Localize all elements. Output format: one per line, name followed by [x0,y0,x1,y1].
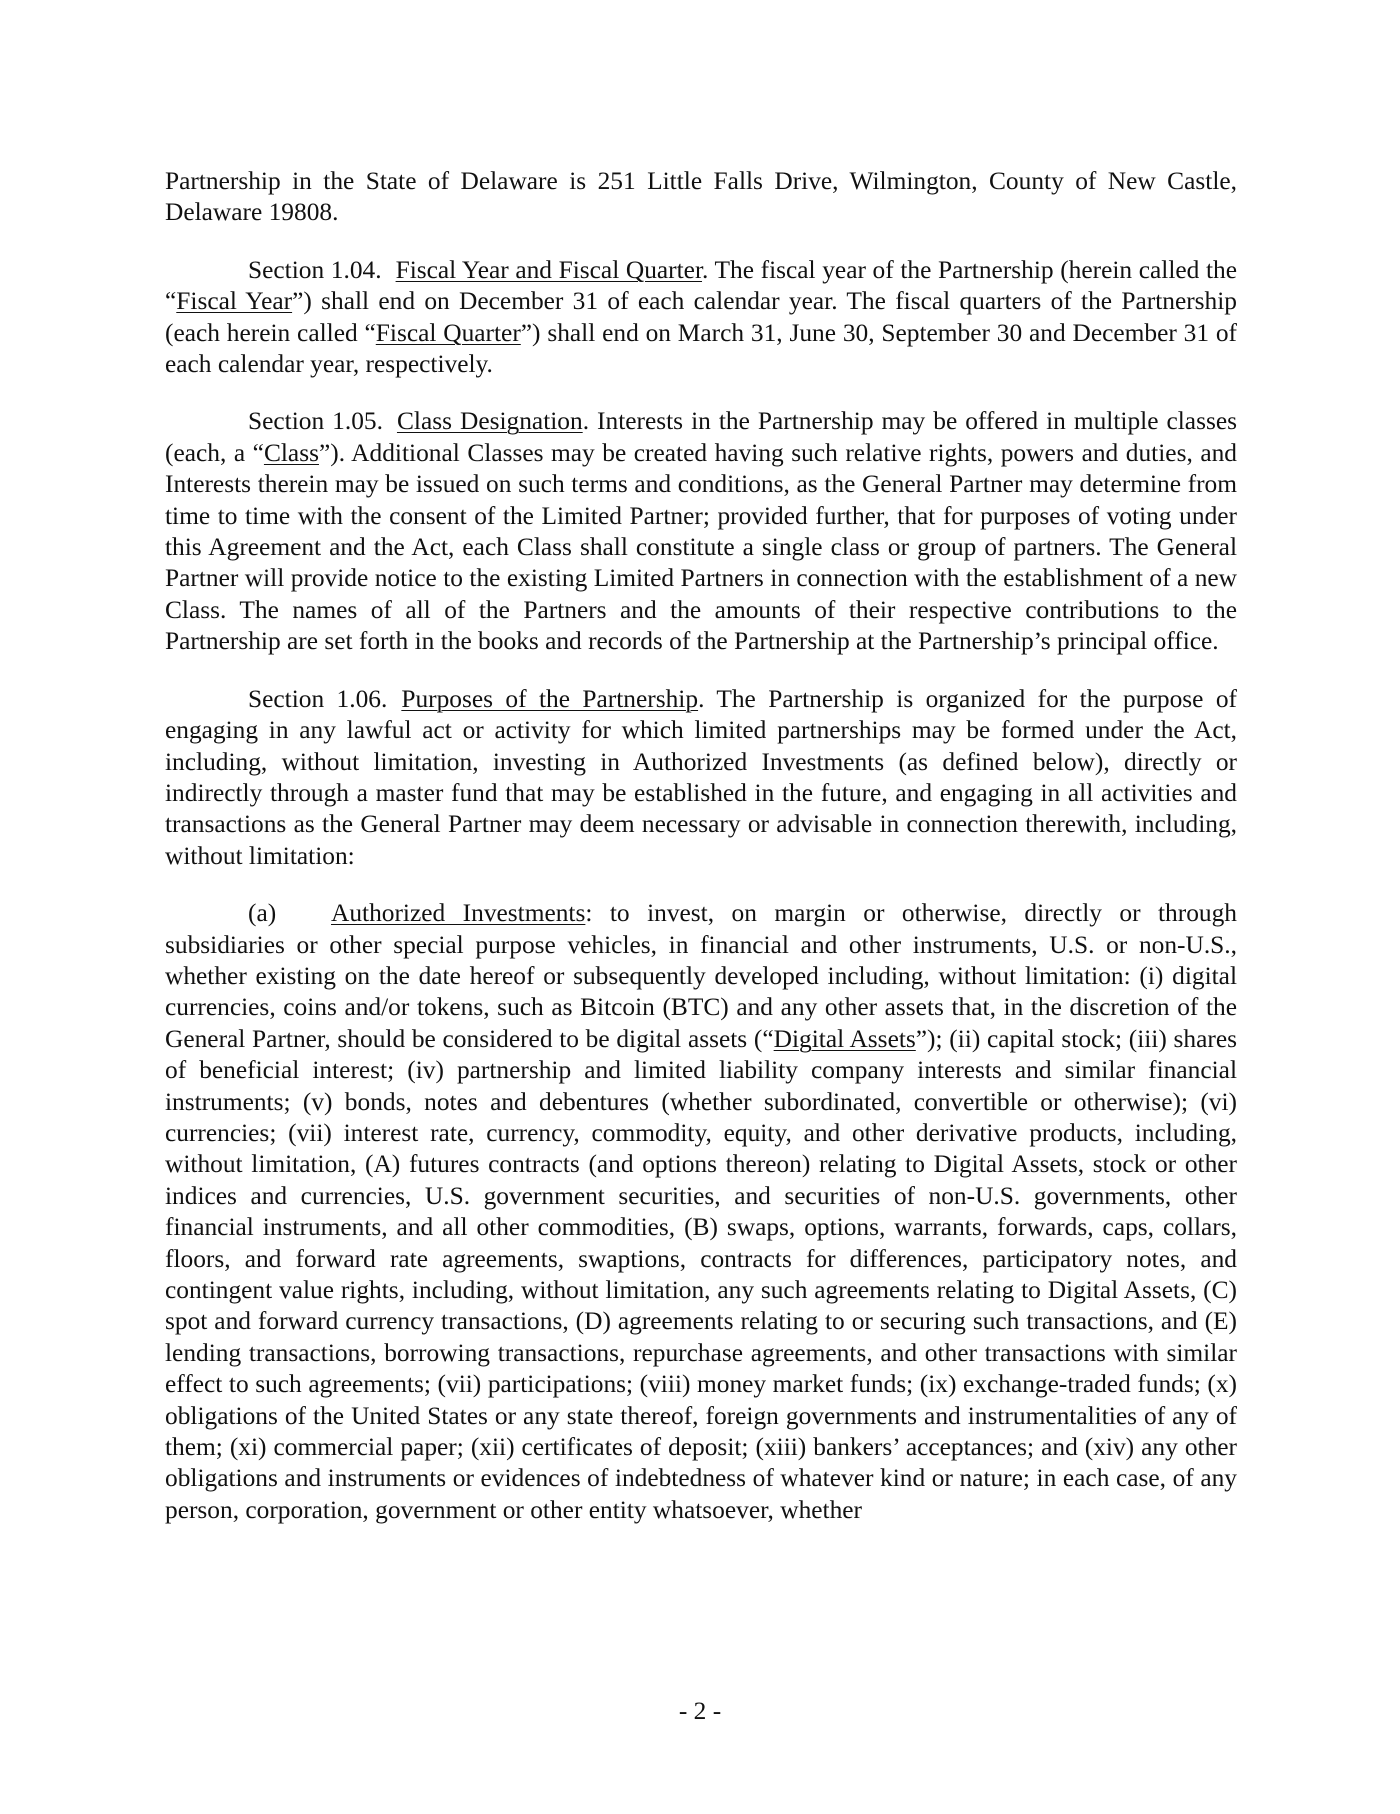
section-text: . Interests in the Partnership may be offered in multiple classes (each, a “ [165,407,1237,467]
section-number: Section 1.04. [248,255,382,284]
section-1-06 [165,684,1237,872]
section-number: Section 1.06. [248,684,388,713]
subsection-a [165,898,1237,1526]
section-number: Section 1.05. [248,407,383,436]
section-text: ”) shall end on December 31 of each calendar year. The fiscal quarters of the Partnership (each herein called “ [165,287,1238,347]
section-heading: Fiscal Year and Fiscal Quarter [395,255,703,284]
section-text: ”) shall end on March 31, June 30, September 30 and December 31 of each calendar year, respectively. [165,318,1237,379]
defined-term: Class [263,438,319,467]
defined-term: Fiscal Quarter [375,318,521,347]
paragraph-continuation: Partnership in the State of Delaware is 251 Little Falls Drive, Wilmington, County of New Castle, Delaware 19808. [165,167,1237,227]
section-heading: Class Designation [396,407,583,436]
subsection-text: ”); (ii) capital stock; (iii) shares of beneficial interest; (iv) partnership and limited liability company interests and similar financial instruments; (v) bonds, notes and debentures (whether subordinated, convertible or otherwise); (vi) currencies; (vii) interest rate, currency, commodity, equity, and other derivative products, including, without limitation, (A) futures contracts (and options thereon) relating to Digital Assets, stock or other indices and currencies, U.S. government securities, and securities of non-U.S. governments, other financial instruments, and all other commodities, (B) swaps, options, warrants, forwards, caps, collars, floors, and forward rate agreements, swaptions, contracts for differences, participatory notes, and contingent value rights, including, without limitation, any such agreements relating to Digital Assets, (C) spot and forward currency transactions, (D) agreements relating to or securing such transactions, and (E) lending transactions, borrowing transactions, repurchase agreements, and other transactions with similar effect to such agreements; (vii) participations; (viii) money market funds; (ix) exchange-traded funds; (x) obligations of the United States or any state thereof, foreign governments and instrumentalities of any of them; (xi) commercial paper; (xii) certificates of deposit; (xiii) bankers’ acceptances; and (xiv) any other obligations and instruments or evidences of indebtedness of whatever kind or nature; in each case, of any person, corporation, government or other entity whatsoever, whether [165,1024,1237,1524]
section-heading: Purposes of the Partnership [401,684,699,713]
section-1-05 [165,406,1237,657]
document-body [165,166,1237,1552]
section-text: ”). Additional Classes may be created having such relative rights, powers and duties, and Interests therein may be issued on such terms and conditions, as the General Partner may determine from time to time with the consent of the Limited Partner; provided further, that for purposes of voting under this Agreement and the Act, each Class shall constitute a single class or group of partners. The General Partner will provide notice to the existing Limited Partners in connection with the establishment of a new Class. The names of all of the Partners and the amounts of their respective contributions to the Partnership are set forth in the books and records of the Partnership at the Partnership’s principal office. [165,438,1237,656]
section-text: . The Partnership is organized for the purpose of engaging in any lawful act or activity for which limited partnerships may be formed under the Act, including, without limitation, investing in Authorized Investments (as defined below), directly or indirectly through a master fund that may be established in the future, and engaging in all activities and transactions as the General Partner may deem necessary or advisable in connection therewith, including, without limitation: [165,684,1237,870]
subsection-heading: Authorized Investments [331,899,586,928]
defined-term: Digital Assets [773,1024,916,1053]
subsection-label: (a) [248,899,277,928]
section-1-04 [165,255,1237,381]
page-number: - 2 - [678,1697,722,1725]
defined-term: Fiscal Year [176,287,293,316]
section-text: . The fiscal year of the Partnership (herein called the “ [165,255,1237,316]
subsection-text: : to invest, on margin or otherwise, directly or through subsidiaries or other special purpose vehicles, in financial and other instruments, U.S. or non-U.S., whether existing on the date hereof or subsequently developed including, without limitation: (i) digital currencies, coins and/or tokens, such as Bitcoin (BTC) and any other assets that, in the discretion of the General Partner, should be considered to be digital assets (“ [165,899,1237,1053]
